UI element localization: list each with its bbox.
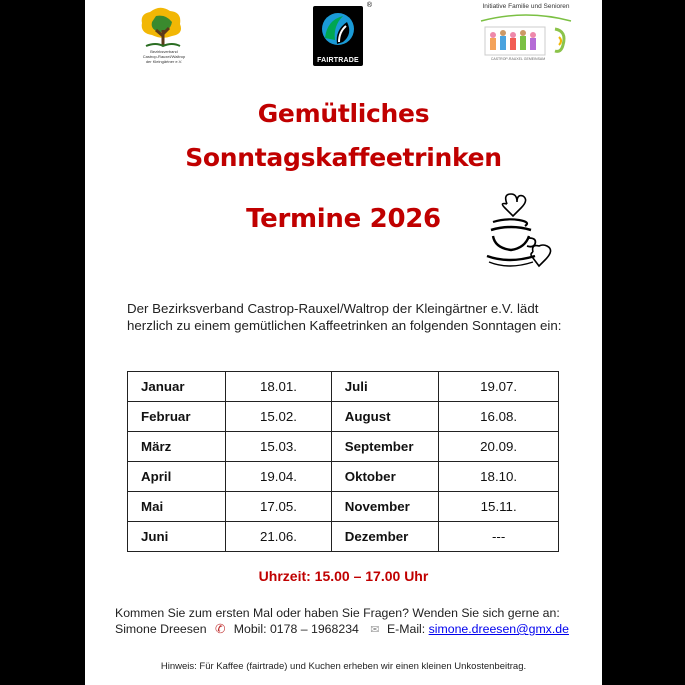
initiative-subtitle: CASTROP-RAUXEL GEMEINSAM	[490, 57, 546, 61]
title-line-2: Sonntagskaffeetrinken	[185, 143, 502, 172]
date-cell: 15.03.	[226, 432, 332, 462]
date-row	[128, 372, 559, 402]
intro-text: Der Bezirksverband Castrop-Rauxel/Waltrop der Kleingärtner e.V. lädt herzlich zu einem gemütlichen Kaffeetrinken an folgenden Sonntagen ein:	[127, 301, 562, 333]
contact-name: Simone Dreesen	[115, 622, 207, 636]
date-cell: 18.01.	[226, 372, 332, 402]
month-cell: Oktober	[331, 462, 439, 492]
date-cell: 19.04.	[226, 462, 332, 492]
family-illustration-icon	[475, 11, 577, 61]
flyer-page	[85, 0, 602, 685]
date-cell: 19.07.	[439, 372, 559, 402]
date-cell: 17.05.	[226, 492, 332, 522]
date-cell: 18.10.	[439, 462, 559, 492]
month-cell: Juli	[331, 372, 439, 402]
coffee-cup-icon	[485, 190, 555, 278]
kleingaertner-logo	[132, 6, 196, 68]
fairtrade-icon	[313, 6, 363, 52]
contact-intro: Kommen Sie zum ersten Mal oder haben Sie Fragen? Wenden Sie sich gerne an:	[115, 606, 560, 620]
caption-line: Castrop-Rauxel/Waltrop	[142, 54, 186, 59]
month-cell: April	[128, 462, 226, 492]
date-cell: 21.06.	[226, 522, 332, 552]
contact-details	[115, 621, 585, 638]
title-year: Termine 2026	[246, 204, 441, 234]
contact-mobile: Mobil: 0178 – 1968234	[233, 622, 359, 636]
date-row	[128, 522, 559, 552]
month-cell: Februar	[128, 402, 226, 432]
month-cell: September	[331, 432, 439, 462]
date-row	[128, 402, 559, 432]
date-cell: 15.11.	[439, 492, 559, 522]
dates-table	[127, 371, 559, 552]
caption-line: der Kleingärtner e.V.	[145, 59, 183, 64]
fairtrade-logo	[313, 2, 372, 66]
initiative-title: Initiative Familie und Senioren	[482, 3, 570, 10]
email-link[interactable]: simone.dreesen@gmx.de	[428, 622, 569, 636]
date-row	[128, 432, 559, 462]
initiative-logo	[475, 3, 577, 65]
month-cell: August	[331, 402, 439, 432]
fairtrade-label: FAIRTRADE	[317, 57, 359, 64]
time-info: Uhrzeit: 15.00 – 17.00 Uhr	[258, 568, 429, 584]
date-cell: 20.09.	[439, 432, 559, 462]
date-cell: ---	[439, 522, 559, 552]
title-line-1: Gemütliches	[257, 99, 430, 128]
date-cell: 15.02.	[226, 402, 332, 432]
month-cell: Dezember	[331, 522, 439, 552]
cost-note: Hinweis: Für Kaffee (fairtrade) und Kuchen erheben wir einen kleinen Unkostenbeitrag.	[160, 661, 527, 672]
email-label: E-Mail:	[386, 622, 426, 636]
month-cell: Mai	[128, 492, 226, 522]
mail-icon: ✉	[370, 624, 380, 636]
registered-mark: ®	[366, 2, 372, 9]
month-cell: November	[331, 492, 439, 522]
date-cell: 16.08.	[439, 402, 559, 432]
month-cell: März	[128, 432, 226, 462]
tree-icon	[136, 6, 186, 48]
month-cell: Januar	[128, 372, 226, 402]
date-row	[128, 462, 559, 492]
kleingaertner-caption	[132, 49, 196, 64]
caption-line: Bezirksverband	[150, 49, 178, 54]
contact-block	[115, 605, 585, 638]
date-row	[128, 492, 559, 522]
phone-icon: ✆	[215, 622, 226, 636]
month-cell: Juni	[128, 522, 226, 552]
